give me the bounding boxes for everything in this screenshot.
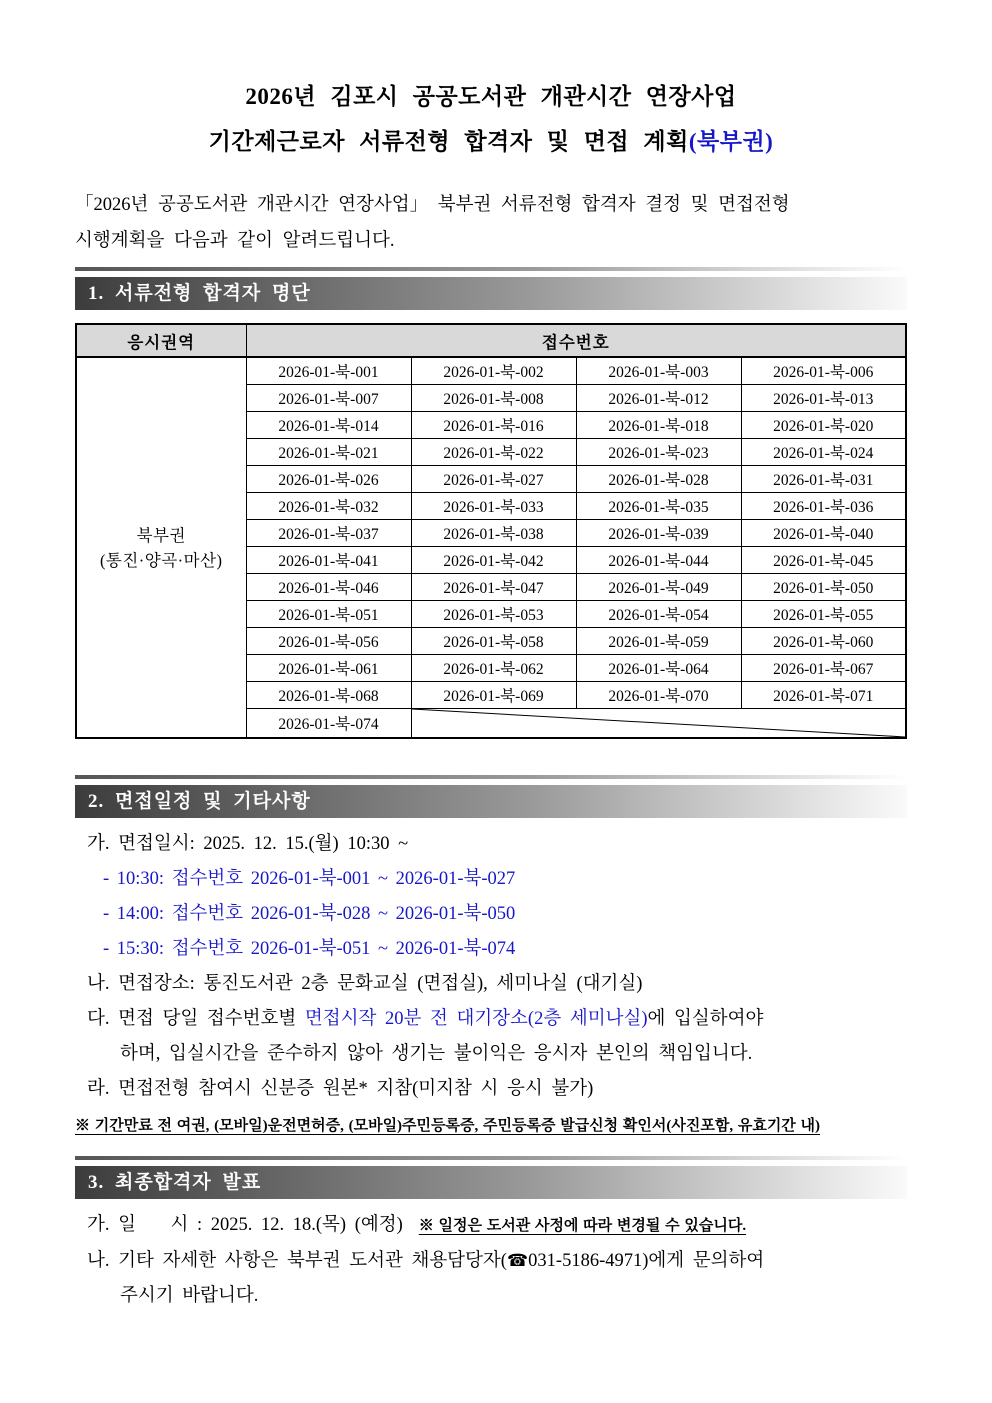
contact-text-prefix: 나. 기타 자세한 사항은 북부권 도서관 채용담당자( <box>87 1251 507 1271</box>
application-number-cell: 2026-01-북-014 <box>246 412 411 439</box>
application-number-cell: 2026-01-북-070 <box>576 682 741 709</box>
diagonal-slash <box>412 709 906 737</box>
section-1-top-rule <box>75 267 907 271</box>
application-number-cell: 2026-01-북-021 <box>246 439 411 466</box>
page-title-line2 <box>75 127 907 157</box>
contact-text-line2: 주시기 바랍니다. <box>120 1286 259 1306</box>
interview-time-slot-2: - 14:00: 접수번호 2026-01-북-028 ~ 2026-01-북-050 <box>103 904 516 924</box>
intro-line1: 「2026년 공공도서관 개관시간 연장사업」 북부권 서류전형 합격자 결정 및 면접전형 <box>75 195 790 215</box>
entry-text-prefix: 다. 면접 당일 접수번호별 <box>87 1009 305 1029</box>
interview-entry-item <box>87 1002 907 1072</box>
application-number-cell: 2026-01-북-012 <box>576 385 741 412</box>
application-number-cell: 2026-01-북-062 <box>411 655 576 682</box>
application-number-cell: 2026-01-북-018 <box>576 412 741 439</box>
contact-item <box>87 1244 907 1314</box>
application-number-cell: 2026-01-북-033 <box>411 493 576 520</box>
application-number-cell: 2026-01-북-056 <box>246 628 411 655</box>
application-number-cell: 2026-01-북-067 <box>741 655 906 682</box>
section-2-heading-block <box>75 775 907 818</box>
region-name: 북부권 <box>136 525 186 545</box>
application-number-cell: 2026-01-북-047 <box>411 574 576 601</box>
application-number-cell: 2026-01-북-006 <box>741 357 906 385</box>
page-title-line1: 2026년 김포시 공공도서관 개관시간 연장사업 <box>245 84 737 109</box>
page-title-line2-main: 기간제근로자 서류전형 합격자 및 면접 계획 <box>208 129 689 154</box>
application-number-cell: 2026-01-북-040 <box>741 520 906 547</box>
col-header-application-number: 접수번호 <box>246 324 906 357</box>
table-row <box>76 357 906 385</box>
section-3-heading-block <box>75 1156 907 1199</box>
application-number-cell: 2026-01-북-023 <box>576 439 741 466</box>
application-number-cell: 2026-01-북-008 <box>411 385 576 412</box>
application-number-cell: 2026-01-북-050 <box>741 574 906 601</box>
application-number-cell: 2026-01-북-060 <box>741 628 906 655</box>
application-number-cell: 2026-01-북-061 <box>246 655 411 682</box>
empty-diagonal-cell <box>411 709 906 739</box>
application-number-cell: 2026-01-북-074 <box>246 709 411 739</box>
table-header-row <box>76 324 906 357</box>
contact-text-suffix: )에게 문의하여 <box>642 1251 765 1271</box>
application-number-cell: 2026-01-북-051 <box>246 601 411 628</box>
entry-text-line2: 하며, 입실시간을 준수하지 않아 생기는 불이익은 응시자 본인의 책임입니다. <box>120 1044 753 1064</box>
application-number-cell: 2026-01-북-036 <box>741 493 906 520</box>
application-number-cell: 2026-01-북-020 <box>741 412 906 439</box>
application-number-cell: 2026-01-북-044 <box>576 547 741 574</box>
application-number-cell: 2026-01-북-042 <box>411 547 576 574</box>
entry-text-suffix: 에 입실하여야 <box>647 1009 764 1029</box>
application-number-cell: 2026-01-북-001 <box>246 357 411 385</box>
id-requirement-item: 라. 면접전형 참여시 신분증 원본* 지참(미지참 시 응시 불가) <box>87 1079 594 1099</box>
section-3-heading: 3. 최종합격자 발표 <box>75 1166 907 1199</box>
application-number-cell: 2026-01-북-068 <box>246 682 411 709</box>
application-number-cell: 2026-01-북-039 <box>576 520 741 547</box>
application-number-cell: 2026-01-북-053 <box>411 601 576 628</box>
section-2-heading: 2. 면접일정 및 기타사항 <box>75 785 907 818</box>
application-number-cell: 2026-01-북-046 <box>246 574 411 601</box>
entry-text-highlight: 면접시작 20분 전 대기장소(2층 세미나실) <box>304 1009 648 1029</box>
intro-paragraph <box>75 187 907 259</box>
applicants-table <box>75 323 907 739</box>
section-1-heading-block <box>75 267 907 310</box>
application-number-cell: 2026-01-북-013 <box>741 385 906 412</box>
application-number-cell: 2026-01-북-071 <box>741 682 906 709</box>
intro-line2: 시행계획을 다음과 같이 알려드립니다. <box>75 231 395 251</box>
application-number-cell: 2026-01-북-003 <box>576 357 741 385</box>
application-number-cell: 2026-01-북-038 <box>411 520 576 547</box>
phone-number: 031-5186-4971 <box>528 1251 643 1271</box>
section-2-top-rule <box>75 775 907 779</box>
interview-datetime-item: 가. 면접일시: 2025. 12. 15.(월) 10:30 ~ <box>87 834 409 854</box>
region-branches: (통진·양곡·마산) <box>99 550 223 570</box>
application-number-cell: 2026-01-북-022 <box>411 439 576 466</box>
application-number-cell: 2026-01-북-002 <box>411 357 576 385</box>
application-number-cell: 2026-01-북-041 <box>246 547 411 574</box>
section-3-top-rule <box>75 1156 907 1160</box>
page-title-region-highlight: (북부권) <box>688 129 774 154</box>
application-number-cell: 2026-01-북-024 <box>741 439 906 466</box>
application-number-cell: 2026-01-북-035 <box>576 493 741 520</box>
applicants-table-body <box>76 357 906 738</box>
application-number-cell: 2026-01-북-027 <box>411 466 576 493</box>
application-number-cell: 2026-01-북-069 <box>411 682 576 709</box>
section-1-heading: 1. 서류전형 합격자 명단 <box>75 277 907 310</box>
application-number-cell: 2026-01-북-032 <box>246 493 411 520</box>
application-number-cell: 2026-01-북-045 <box>741 547 906 574</box>
application-number-cell: 2026-01-북-031 <box>741 466 906 493</box>
interview-time-slot-1: - 10:30: 접수번호 2026-01-북-001 ~ 2026-01-북-027 <box>103 869 516 889</box>
announcement-date-text: 가. 일 시 : 2025. 12. 18.(목) (예정) <box>87 1215 403 1235</box>
application-number-cell: 2026-01-북-026 <box>246 466 411 493</box>
final-announcement-date-item <box>87 1208 907 1244</box>
interview-location-item: 나. 면접장소: 통진도서관 2층 문화교실 (면접실), 세미나실 (대기실) <box>87 974 643 994</box>
application-number-cell: 2026-01-북-007 <box>246 385 411 412</box>
application-number-cell: 2026-01-북-059 <box>576 628 741 655</box>
application-number-cell: 2026-01-북-037 <box>246 520 411 547</box>
application-number-cell: 2026-01-북-055 <box>741 601 906 628</box>
region-cell <box>76 357 246 738</box>
application-number-cell: 2026-01-북-028 <box>576 466 741 493</box>
id-types-footnote: ※ 기간만료 전 여권, (모바일)운전면허증, (모바일)주민등록증, 주민등록증 발급신청 확인서(사진포함, 유효기간 내) <box>75 1118 821 1134</box>
application-number-cell: 2026-01-북-054 <box>576 601 741 628</box>
col-header-region: 응시권역 <box>76 324 246 357</box>
interview-time-slot-3: - 15:30: 접수번호 2026-01-북-051 ~ 2026-01-북-074 <box>103 939 516 959</box>
application-number-cell: 2026-01-북-058 <box>411 628 576 655</box>
application-number-cell: 2026-01-북-064 <box>576 655 741 682</box>
phone-icon: ☎ <box>506 1251 529 1271</box>
schedule-change-note: ※ 일정은 도서관 사정에 따라 변경될 수 있습니다. <box>418 1218 747 1234</box>
application-number-cell: 2026-01-북-016 <box>411 412 576 439</box>
application-number-cell: 2026-01-북-049 <box>576 574 741 601</box>
